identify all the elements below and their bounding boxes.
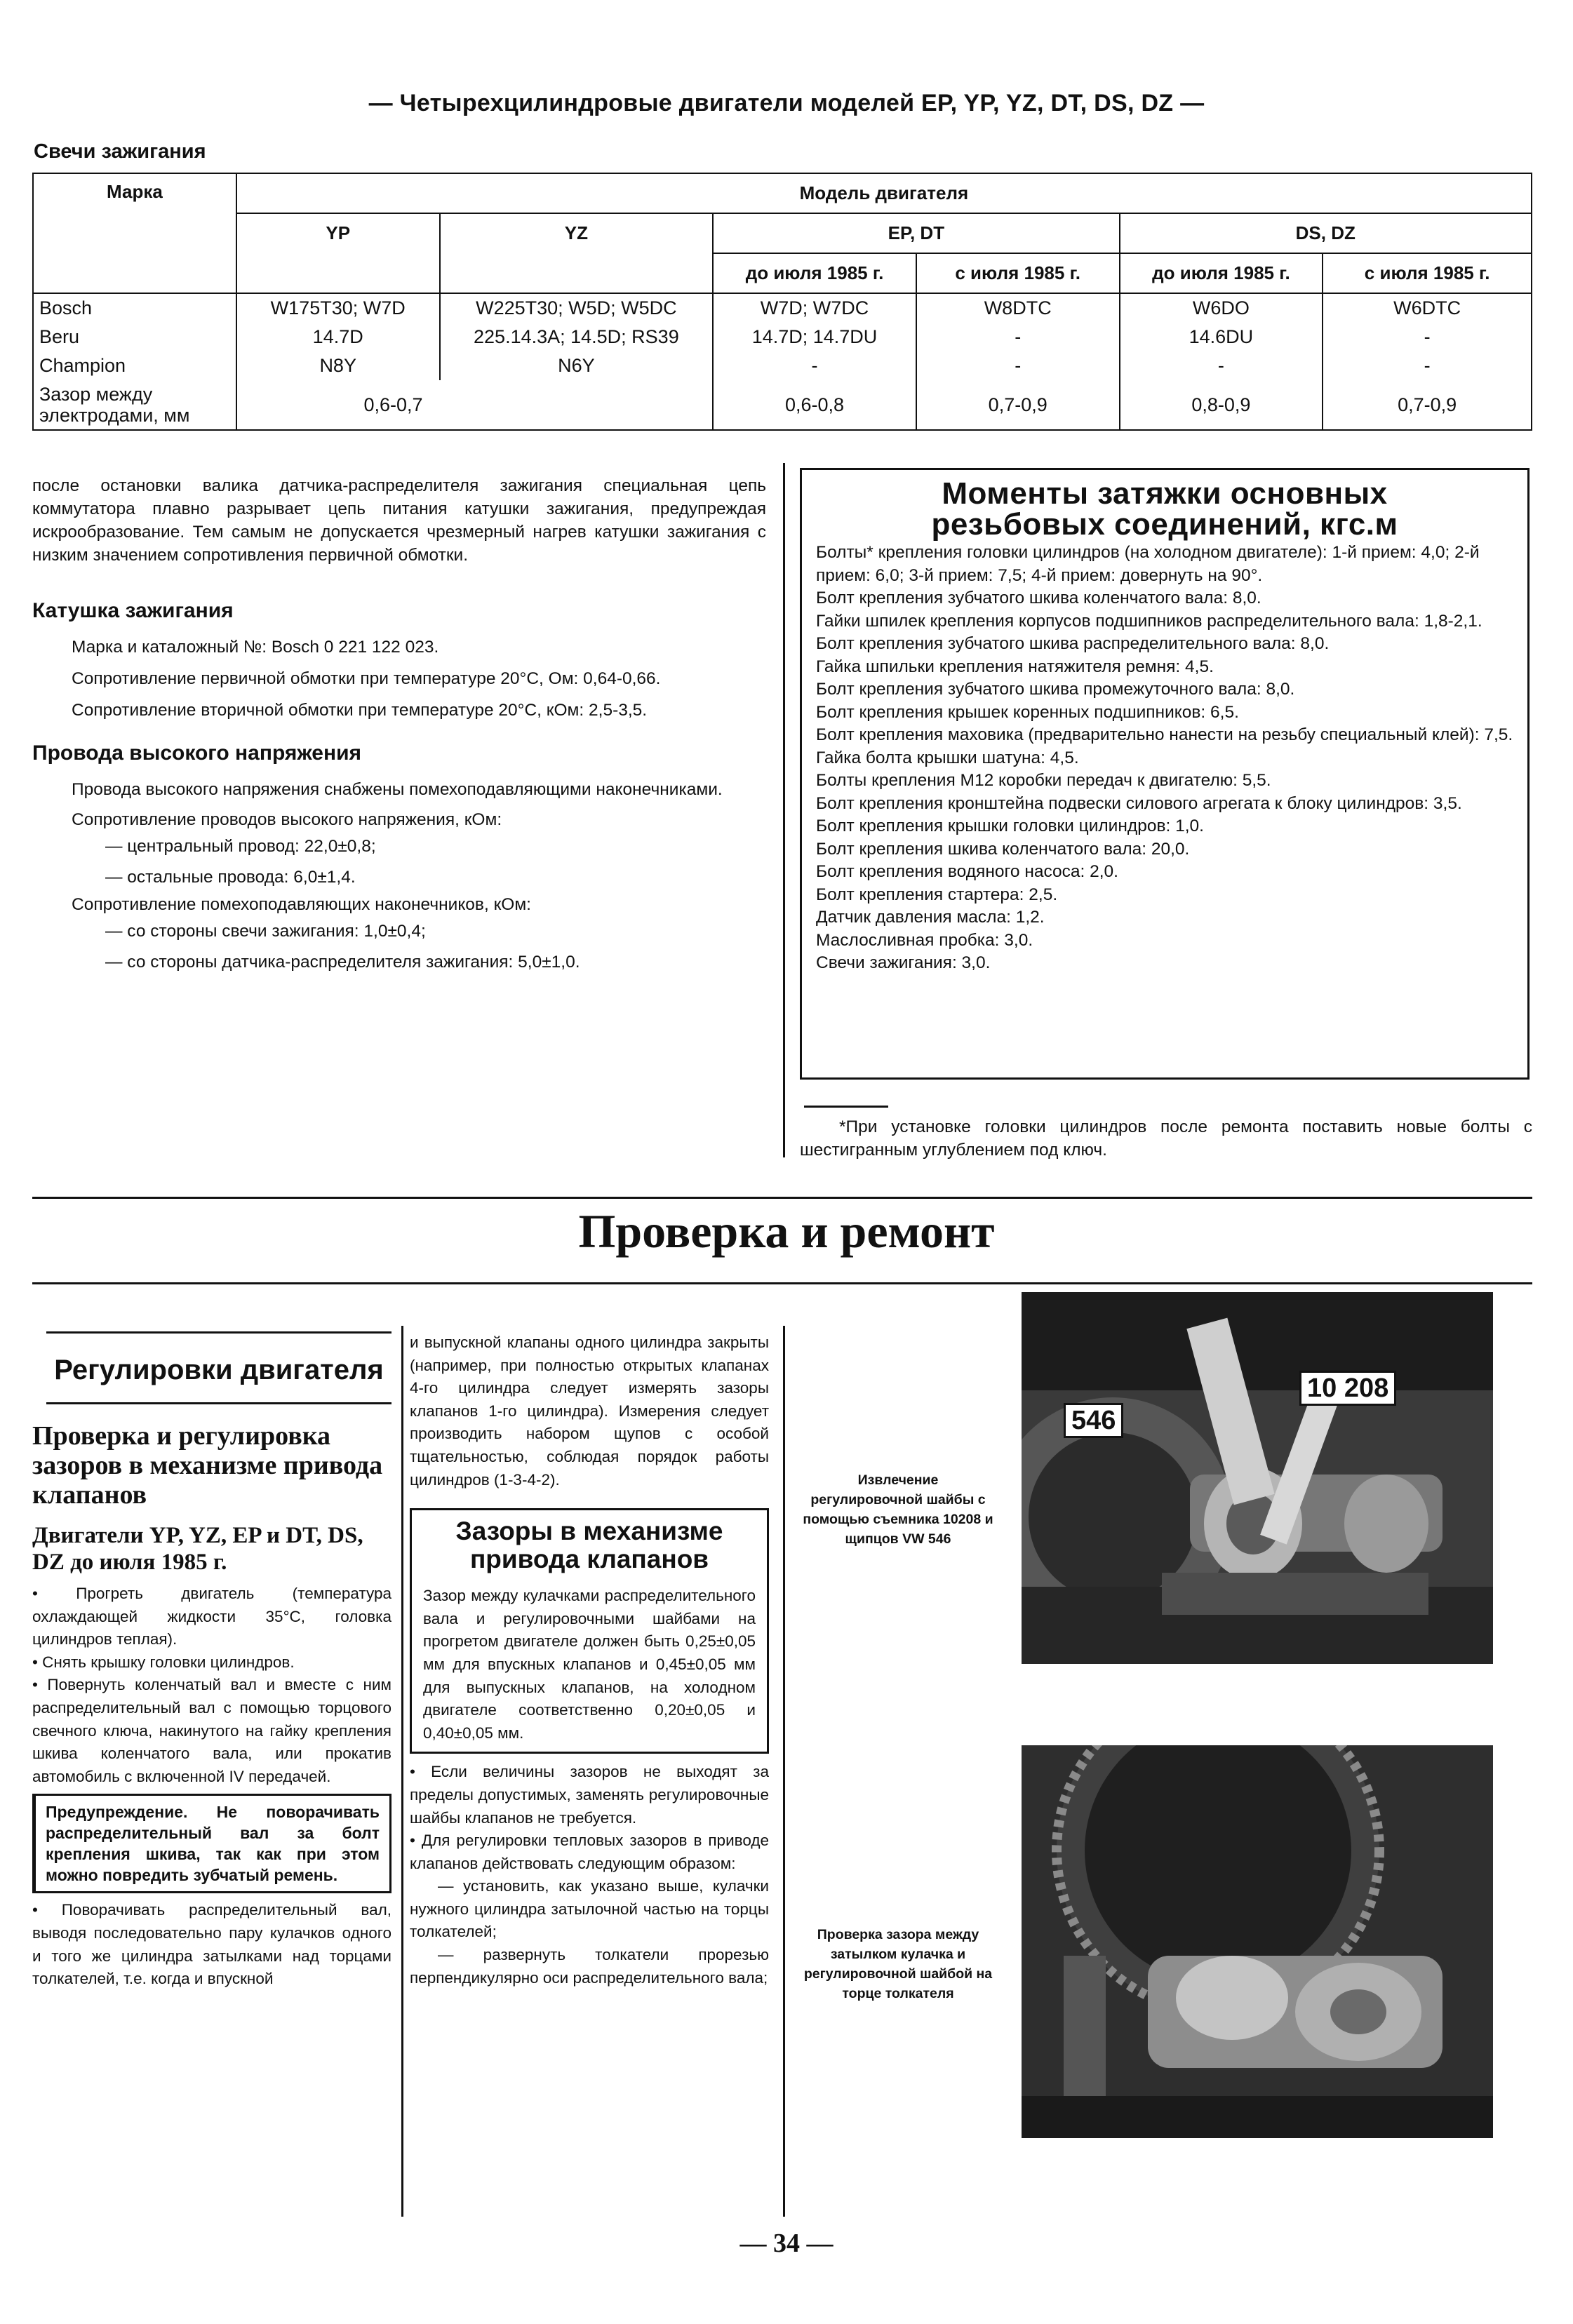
wires-intro: Провода высокого напряжения снабжены помехоподавляющими наконечниками. (72, 780, 723, 799)
cell-brand: Зазор между электродами, мм (33, 380, 236, 430)
column-divider (401, 1326, 403, 2217)
coil-brand: Марка и каталожный №: Bosch 0 221 122 023. (72, 638, 439, 657)
cell: - (916, 323, 1120, 351)
clearance-check-image (1022, 1745, 1493, 2138)
label-546: 546 (1064, 1403, 1123, 1438)
cell: - (916, 351, 1120, 380)
running-header: — Четырехцилиндровые двигатели моделей EP, YP, YZ, DT, DS, DZ — (368, 90, 1205, 116)
table-row (33, 351, 1532, 380)
cell-brand: Beru (33, 323, 236, 351)
cell: W6DTC (1323, 293, 1532, 323)
cell: 0,7-0,9 (916, 380, 1120, 430)
wires-heading: Провода высокого напряжения (32, 741, 362, 765)
header-yp: YP (236, 213, 440, 293)
list-item: Гайки шпилек крепления корпусов подшипников распределительного вала: 1,8-2,1. (816, 611, 1482, 631)
cell-brand: Champion (33, 351, 236, 380)
table-row (33, 293, 1532, 323)
table-row (33, 380, 1532, 430)
ignition-text (32, 474, 766, 978)
step-remove-cover: • Снять крышку головки цилиндров. (32, 1653, 295, 1671)
list-item: Гайка шпильки крепления натяжителя ремня: 4,5. (816, 657, 1214, 676)
figure-2-photo (1022, 1745, 1493, 2138)
torque-box (800, 468, 1530, 1080)
table-caption: Свечи зажигания (34, 140, 206, 163)
header-period-before: до июля 1985 г. (1120, 253, 1323, 293)
engines-heading: Двигатели YP, YZ, EP и DT, DS, DZ до июля 1985 г. (32, 1523, 363, 1575)
list-item: Болт крепления крышек коренных подшипников: 6,5. (816, 702, 1239, 722)
cell: N6Y (440, 351, 714, 380)
divider (32, 1282, 1532, 1284)
valve-shim-removal-image (1022, 1292, 1493, 1664)
list-item: Болт крепления зубчатого шкива промежуточного вала: 8,0. (816, 680, 1295, 699)
header-yz: YZ (440, 213, 714, 293)
column-divider (783, 1326, 785, 2217)
column-2 (410, 1331, 769, 1989)
cell: N8Y (236, 351, 440, 380)
label-10208: 10 208 (1299, 1371, 1396, 1406)
header-period-after: с июля 1985 г. (1323, 253, 1532, 293)
torque-list (816, 542, 1513, 975)
header-period-before: до июля 1985 г. (713, 253, 916, 293)
wire-others: — остальные провода: 6,0±1,4. (105, 868, 356, 887)
box-title: Регулировки двигателя (46, 1331, 391, 1404)
valve-clearance-box (410, 1508, 769, 1754)
footnote-rule (804, 1106, 888, 1108)
measurement-paragraph: и выпускной клапаны одного цилиндра закрыты (например, при полностью открытых клапанах 4-го цилиндра следует измерять зазоры клапанов 1-го цилиндра). Измерения следует производить набором щупов с особой тщательностью, соблюдая порядок работы цилиндров (1-3-4-2). (410, 1334, 769, 1489)
cell: 14.6DU (1120, 323, 1323, 351)
list-item: Болт крепления шкива коленчатого вала: 20,0. (816, 839, 1190, 859)
list-item: Болт крепления водяного насоса: 2,0. (816, 862, 1118, 881)
cell-brand: Bosch (33, 293, 236, 323)
step-adjust: • Для регулировки тепловых зазоров в приводе клапанов действовать следующим образом: (410, 1832, 769, 1872)
header-brand: Марка (33, 173, 236, 293)
header-period-after: с июля 1985 г. (916, 253, 1120, 293)
step-warm-engine: • Прогреть двигатель (температура охлаждающей жидкости 35°C, головка цилиндров теплая). (32, 1585, 391, 1648)
table-row (33, 323, 1532, 351)
cell: W6DO (1120, 293, 1323, 323)
list-item: Болт крепления крышки головки цилиндров: 1,0. (816, 817, 1204, 835)
list-item: Болт крепления маховика (предварительно нанести на резьбу специальный клей): 7,5. (816, 725, 1513, 744)
torque-title-line1: Моменты затяжки основных (942, 476, 1388, 511)
header-ep-dt: EP, DT (713, 213, 1119, 253)
header-ds-dz: DS, DZ (1120, 213, 1532, 253)
substep-position-cams: — установить, как указано выше, кулачки нужного цилиндра затылочной частью на торцы толкателей; (410, 1877, 769, 1941)
cell: 0,8-0,9 (1120, 380, 1323, 430)
subheading: Проверка и регулировка зазоров в механизме привода клапанов (32, 1421, 383, 1510)
step-rotate-crankshaft: • Повернуть коленчатый вал и вместе с ним распределительный вал с помощью торцового свечного ключа, накинутого на гайку крепления шкива коленчатого вала, или прокатив автомобиль с включенной IV передачей. (32, 1676, 391, 1785)
column-1 (32, 1331, 391, 1991)
cell: 14.7D; 14.7DU (713, 323, 916, 351)
wires-resistance: Сопротивление проводов высокого напряжения, кОм: (72, 810, 502, 829)
cell: 14.7D (236, 323, 440, 351)
step-rotate-camshaft: • Поворачивать распределительный вал, выводя последовательно пару кулачков одного и того же цилиндра затылками над торцами толкателей, т.е. когда и впускной (32, 1901, 391, 1988)
warning-box: Предупреждение. Не поворачивать распределительный вал за болт крепления шкива, так как при этом можно повредить зубчатый ремень. (32, 1794, 391, 1893)
box-text: Зазор между кулачками распределительного вала и регулировочными шайбами на прогретом двигателе должен быть 0,25±0,05 мм для впускных клапанов и 0,45±0,05 мм для выпускных клапанов, на холодном двигателе соответственно 0,20±0,05 и 0,40±0,05 мм. (423, 1587, 756, 1742)
figure-1-photo (1022, 1292, 1493, 1664)
page-number: — 34 — (739, 2229, 834, 2258)
spark-plug-table (32, 173, 1532, 431)
list-item: Болты крепления М12 коробки передач к двигателю: 5,5. (816, 771, 1271, 790)
wire-central: — центральный провод: 22,0±0,8; (105, 837, 376, 856)
cell: W8DTC (916, 293, 1120, 323)
step-within-limits: • Если величины зазоров не выходят за пределы допустимых, заменять регулировочные шайбы клапанов не требуется. (410, 1763, 769, 1827)
box-title: Зазоры в механизме привода клапанов (455, 1517, 723, 1574)
cell: 225.14.3A; 14.5D; RS39 (440, 323, 714, 351)
header-model: Модель двигателя (236, 173, 1532, 213)
list-item: Болт крепления зубчатого шкива распределительного вала: 8,0. (816, 634, 1330, 653)
cell: 0,6-0,7 (236, 380, 713, 430)
section-title: Проверка и ремонт (578, 1204, 995, 1258)
cap-plug-side: — со стороны свечи зажигания: 1,0±0,4; (105, 922, 426, 941)
substep-rotate-tappets: — развернуть толкатели прорезью перпендикулярно оси распределительного вала; (410, 1946, 769, 1987)
cell: - (1323, 351, 1532, 380)
cell: - (713, 351, 916, 380)
list-item: Болт крепления кронштейна подвески силового агрегата к блоку цилиндров: 3,5. (816, 793, 1462, 813)
list-item: Болты* крепления головки цилиндров (на холодном двигателе): 1-й прием: 4,0; 2-й прием: 6,0; 3-й прием: 7,5; 4-й прием: довернуть на 90°. (816, 543, 1480, 585)
column-divider (783, 463, 785, 1157)
figure-2-caption: Проверка зазора между затылком кулачка и регулировочной шайбой на торце толкателя (803, 1927, 993, 2001)
cell: W7D; W7DC (713, 293, 916, 323)
cell: - (1323, 323, 1532, 351)
figure-1-caption: Извлечение регулировочной шайбы с помощью съемника 10208 и щипцов VW 546 (803, 1472, 993, 1547)
torque-title-line2: резьбовых соединений, кгс.м (931, 507, 1398, 542)
coil-primary: Сопротивление первичной обмотки при температуре 20°C, Ом: 0,64-0,66. (72, 669, 661, 688)
list-item: Датчик давления масла: 1,2. (816, 908, 1045, 927)
cell: 0,6-0,8 (713, 380, 916, 430)
divider (32, 1197, 1532, 1199)
cap-distributor-side: — со стороны датчика-распределителя зажигания: 5,0±1,0. (105, 953, 580, 972)
list-item: Свечи зажигания: 3,0. (816, 953, 991, 972)
torque-footnote: *При установке головки цилиндров после ремонта поставить новые болты с шестигранным углублением под ключ. (800, 1117, 1532, 1160)
cell: W225T30; W5D; W5DC (440, 293, 714, 323)
list-item: Гайка болта крышки шатуна: 4,5. (816, 748, 1079, 767)
cell: 0,7-0,9 (1323, 380, 1532, 430)
list-item: Болт крепления стартера: 2,5. (816, 885, 1058, 904)
list-item: Маслосливная пробка: 3,0. (816, 930, 1033, 950)
list-item: Болт крепления зубчатого шкива коленчатого вала: 8,0. (816, 589, 1261, 607)
caps-resistance: Сопротивление помехоподавляющих наконечников, кОм: (72, 895, 531, 914)
intro-paragraph: после остановки валика датчика-распределителя зажигания специальная цепь коммутатора плавно разрывает цепь питания катушки зажигания, предупреждая искрообразование. Тем самым не допускается чрезмерный нагрев катушки зажигания с низким значением сопротивления первичной обмотки. (32, 476, 766, 565)
cell: - (1120, 351, 1323, 380)
coil-secondary: Сопротивление вторичной обмотки при температуре 20°C, кОм: 2,5-3,5. (72, 701, 648, 720)
coil-heading: Катушка зажигания (32, 599, 234, 622)
cell: W175T30; W7D (236, 293, 440, 323)
